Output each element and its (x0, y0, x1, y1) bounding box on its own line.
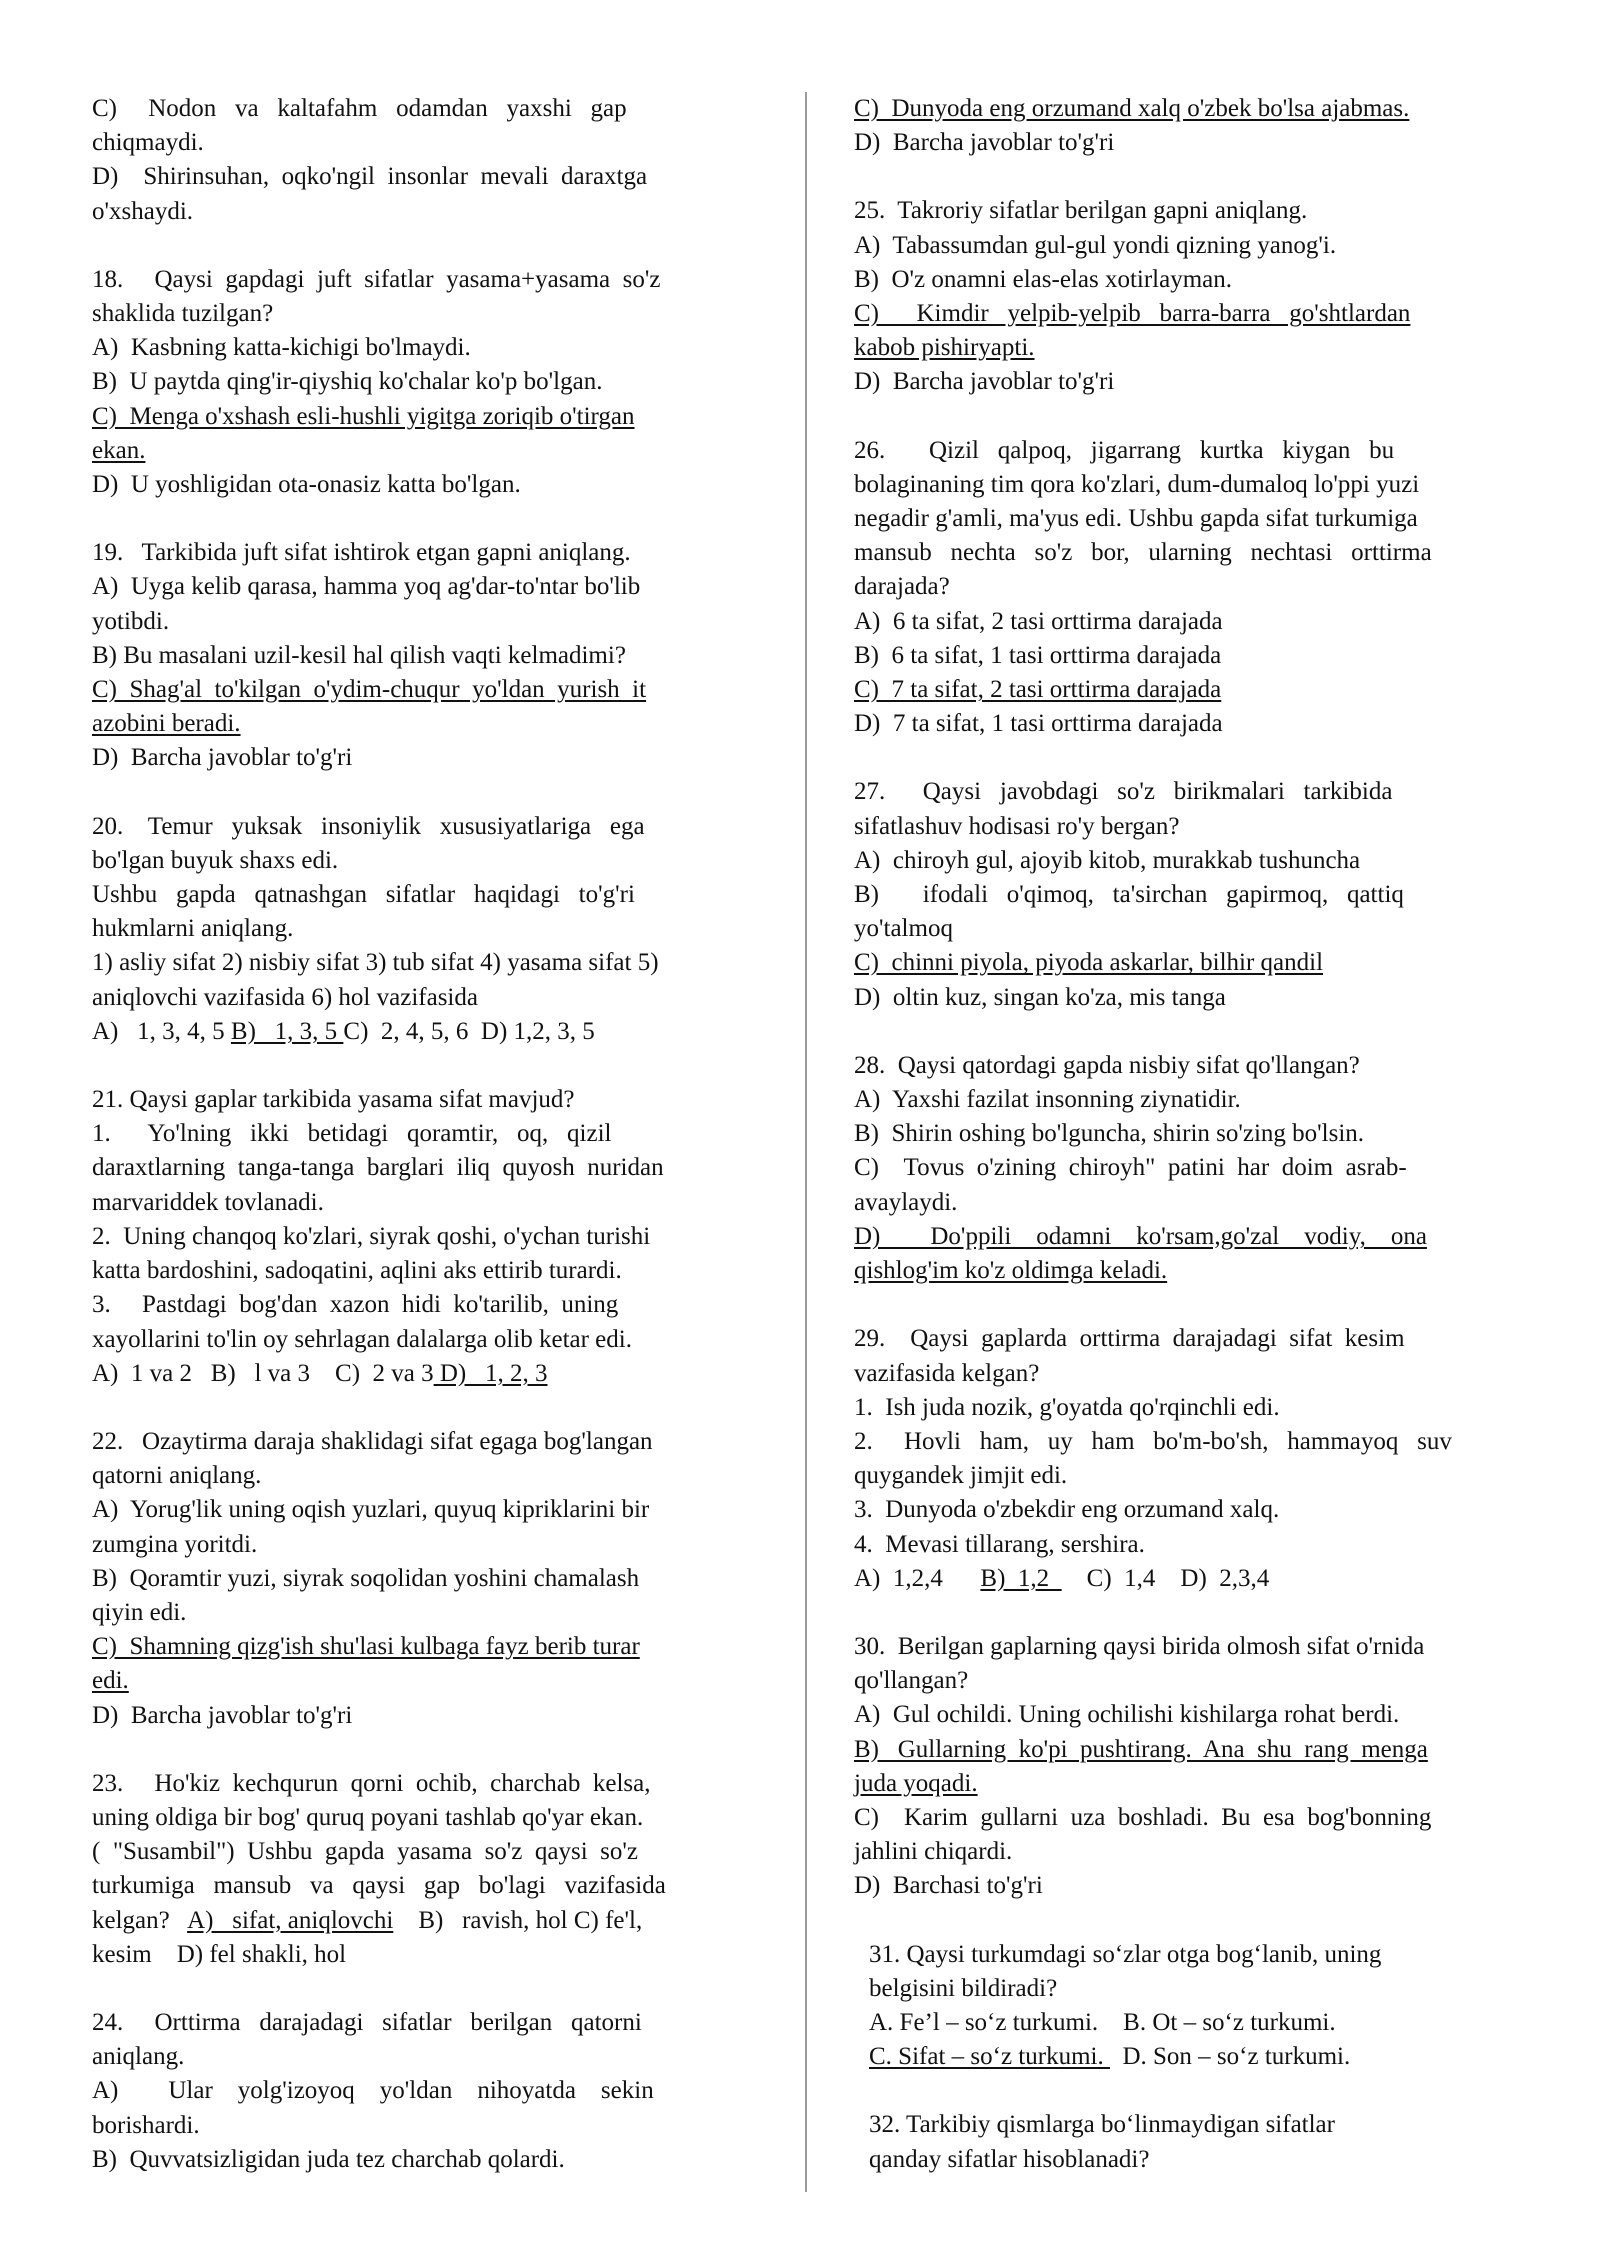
q22-option-b-line2: qiyin edi. (92, 1598, 187, 1626)
q24-question-line2: aniqlang. (92, 2043, 185, 2071)
q20-options-rest: C) 2, 4, 5, 6 D) 1,2, 3, 5 (343, 1017, 595, 1045)
column-divider (805, 92, 807, 2192)
q28-option-a: A) Yaxshi fazilat insonning ziynatidir. (854, 1086, 1241, 1114)
q21-sentence1-line2: daraxtlarning tanga-tanga barglari iliq quyosh nuridan (92, 1154, 664, 1182)
q30-question-line1: 30. Berilgan gaplarning qaysi birida olmosh sifat o'rnida (854, 1632, 1425, 1660)
q29-sentence4: 4. Mevasi tillarang, sershira. (854, 1530, 1145, 1558)
q29-options (854, 1562, 1519, 1596)
q26-question-line5: darajada? (854, 573, 950, 601)
right-column (854, 92, 1519, 2177)
q21-sentence1-line3: marvariddek tovlanadi. (92, 1188, 324, 1216)
q29-question-line2: vazifasida kelgan? (854, 1359, 1040, 1387)
q26-answer-c: C) 7 ta sifat, 2 tasi orttirma darajada (854, 676, 1222, 704)
q29-sentence1: 1. Ish juda nozik, g'oyatda qo'rqinchli edi. (854, 1393, 1280, 1421)
q30-option-c-line1: C) Karim gullarni uza boshladi. Bu esa bog'bonning (854, 1803, 1432, 1831)
q31-question-line1: 31. Qaysi turkumdagi so‘zlar otga bog‘lanib, uning (869, 1940, 1382, 1968)
q23-line2: uning oldiga bir bog' quruq poyani tashlab qo'yar ekan. (92, 1803, 644, 1831)
q20-question-line1: 20. Temur yuksak insoniylik xususiyatlariga ega (92, 812, 645, 840)
q23-answer-a: A) sifat, aniqlovchi (187, 1906, 394, 1934)
q32-question-line2: qanday sifatlar hisoblanadi? (869, 2145, 1150, 2173)
q27-question-line1: 27. Qaysi javobdagi so'z birikmalari tarkibida (854, 778, 1393, 806)
q23-line3: ( "Susambil") Ushbu gapda yasama so'z qaysi so'z (92, 1838, 638, 1866)
q22-question-line1: 22. Ozaytirma daraja shaklidagi sifat egaga bog'langan (92, 1427, 653, 1455)
q28-answer-d-line1: D) Do'ppili odamni ko'rsam,go'zal vodiy, ona (854, 1222, 1427, 1250)
q21-sentence2-line1: 2. Uning chanqoq ko'zlari, siyrak qoshi, o'ychan turishi (92, 1222, 651, 1250)
q22-question-line2: qatorni aniqlang. (92, 1462, 262, 1490)
q26-question-line4: mansub nechta so'z bor, ularning nechtasi orttirma (854, 539, 1432, 567)
q31-option-d: D. Son – so‘z turkumi. (1109, 2043, 1351, 2071)
q18-answer-c-line1: C) Menga o'xshash esli-hushli yigitga zoriqib o'tirgan (92, 402, 635, 430)
q22-option-a-line1: A) Yorug'lik uning oqish yuzlari, quyuq kipriklarini bir (92, 1496, 650, 1524)
q29-option-a: A) 1,2,4 (854, 1564, 981, 1592)
q17-option-d-line1: D) Shirinsuhan, oqko'ngil insonlar mevali daraxtga (92, 163, 648, 191)
q20-question-line2: bo'lgan buyuk shaxs edi. (92, 846, 339, 874)
q22-option-d: D) Barcha javoblar to'g'ri (92, 1701, 353, 1729)
q31-question-line2: belgisini bildiradi? (869, 1974, 1058, 2002)
q31-options-ab: A. Fe’l – so‘z turkumi. B. Ot – so‘z turkumi. (869, 2008, 1336, 2036)
q18-question-line2: shaklida tuzilgan? (92, 300, 274, 328)
q30-option-a: A) Gul ochildi. Uning ochilishi kishilarga rohat berdi. (854, 1701, 1400, 1729)
q17-option-d-line2: o'xshaydi. (92, 197, 194, 225)
q28-option-c-line1: C) Tovus o'zining chiroyh" patini har doim asrab- (854, 1154, 1407, 1182)
q27-option-d: D) oltin kuz, singan ko'za, mis tanga (854, 983, 1226, 1011)
q20-question-line4: hukmlarni aniqlang. (92, 915, 294, 943)
q22-option-b-line1: B) Qoramtir yuzi, siyrak soqolidan yoshini chamalash (92, 1564, 640, 1592)
q28-answer-d-line2: qishlog'im ko'z oldimga keladi. (854, 1257, 1168, 1285)
q20-question-line3: Ushbu gapda qatnashgan sifatlar haqidagi to'g'ri (92, 881, 635, 909)
q26-question-line2: bolaginaning tim qora ko'zlari, dum-dumaloq lo'ppi yuzi (854, 470, 1420, 498)
q29-sentence2-line1: 2. Hovli ham, uy ham bo'm-bo'sh, hammayoq suv (854, 1427, 1452, 1455)
q23-line5-post: B) ravish, hol C) fe'l, (393, 1906, 643, 1934)
q21-sentence1-line1: 1. Yo'lning ikki betidagi qoramtir, oq, qizil (92, 1120, 612, 1148)
q21-question: 21. Qaysi gaplar tarkibida yasama sifat mavjud? (92, 1086, 575, 1114)
q18-question-line1: 18. Qaysi gapdagi juft sifatlar yasama+yasama so'z (92, 265, 661, 293)
q21-sentence3-line2: xayollarini to'lin oy sehrlagan dalalarga olib ketar edi. (92, 1325, 632, 1353)
q27-option-b-line1: B) ifodali o'qimoq, ta'sirchan gapirmoq, qattiq (854, 881, 1404, 909)
q18-option-d: D) U yoshligidan ota-onasiz katta bo'lgan. (92, 471, 521, 499)
q25-answer-c-line1: C) Kimdir yelpib-yelpib barra-barra go'shtlardan (854, 300, 1411, 328)
q20-options (92, 1015, 756, 1049)
q24-option-b: B) Quvvatsizligidan juda tez charchab qolardi. (92, 2145, 565, 2173)
q19-option-d: D) Barcha javoblar to'g'ri (92, 744, 353, 772)
q21-sentence2-line2: katta bardoshini, sadoqatini, aqlini aks ettirib turardi. (92, 1257, 622, 1285)
q28-option-b: B) Shirin oshing bo'lguncha, shirin so'zing bo'lsin. (854, 1120, 1365, 1148)
q28-option-c-line2: avaylaydi. (854, 1188, 958, 1216)
q30-answer-b-line2: juda yoqadi. (854, 1769, 978, 1797)
q31-options-cd (869, 2040, 1519, 2074)
q23-line5 (92, 1904, 756, 1938)
q26-question-line3: negadir g'amli, ma'yus edi. Ushbu gapda sifat turkumiga (854, 505, 1418, 533)
q21-answer-d: D) 1, 2, 3 (433, 1359, 548, 1387)
q26-question-line1: 26. Qizil qalpoq, jigarrang kurtka kiygan bu (854, 436, 1395, 464)
q24-option-d: D) Barcha javoblar to'g'ri (854, 129, 1115, 157)
q19-answer-c-line2: azobini beradi. (92, 710, 241, 738)
q19-answer-c-line1: C) Shag'al to'kilgan o'ydim-chuqur yo'ldan yurish it (92, 676, 647, 704)
q29-sentence3: 3. Dunyoda o'zbekdir eng orzumand xalq. (854, 1496, 1280, 1524)
q24-option-a-line1: A) Ular yolg'izoyoq yo'ldan nihoyatda sekin (92, 2077, 654, 2105)
q21-options-abc: A) 1 va 2 B) l va 3 C) 2 va 3 (92, 1359, 434, 1387)
q27-option-a: A) chiroyh gul, ajoyib kitob, murakkab tushuncha (854, 846, 1361, 874)
q19-option-b: B) Bu masalani uzil-kesil hal qilish vaqti kelmadimi? (92, 641, 626, 669)
q18-answer-c-line2: ekan. (92, 436, 146, 464)
q30-answer-b-line1: B) Gullarning ko'pi pushtirang. Ana shu rang menga (854, 1735, 1428, 1763)
q30-option-c-line2: jahlini chiqardi. (854, 1838, 1013, 1866)
q28-question: 28. Qaysi qatordagi gapda nisbiy sifat qo'llangan? (854, 1051, 1360, 1079)
q24-option-a-line2: borishardi. (92, 2111, 200, 2139)
q20-option-a: A) 1, 3, 4, 5 (92, 1017, 231, 1045)
q26-option-b: B) 6 ta sifat, 1 tasi orttirma darajada (854, 641, 1222, 669)
q25-option-a: A) Tabassumdan gul-gul yondi qizning yanog'i. (854, 231, 1337, 259)
q25-question: 25. Takroriy sifatlar berilgan gapni aniqlang. (854, 197, 1308, 225)
q22-answer-c-line2: edi. (92, 1667, 129, 1695)
q30-option-d: D) Barchasi to'g'ri (854, 1872, 1043, 1900)
q26-option-a: A) 6 ta sifat, 2 tasi orttirma darajada (854, 607, 1223, 635)
q22-answer-c-line1: C) Shamning qizg'ish shu'lasi kulbaga fayz berib turar (92, 1633, 640, 1661)
q30-question-line2: qo'llangan? (854, 1667, 969, 1695)
q21-options (92, 1357, 756, 1391)
q27-answer-c: C) chinni piyola, piyoda askarlar, bilhir qandil (854, 949, 1324, 977)
q19-option-a-line2: yotibdi. (92, 607, 170, 635)
q25-option-d: D) Barcha javoblar to'g'ri (854, 368, 1115, 396)
q23-line5-pre: kelgan? (92, 1906, 188, 1934)
q25-answer-c-line2: kabob pishiryapti. (854, 334, 1035, 362)
q24-question-line1: 24. Orttirma darajadagi sifatlar berilgan qatorni (92, 2008, 642, 2036)
q20-answer-b: B) 1, 3, 5 (230, 1017, 344, 1045)
q29-sentence2-line2: quygandek jimjit edi. (854, 1462, 1068, 1490)
q31-answer-c: C. Sifat – so‘z turkumi. (869, 2043, 1110, 2071)
q23-line6: kesim D) fel shakli, hol (92, 1940, 347, 1968)
q18-option-b: B) U paytda qing'ir-qiyshiq ko'chalar ko'p bo'lgan. (92, 368, 603, 396)
q26-option-d: D) 7 ta sifat, 1 tasi orttirma darajada (854, 710, 1223, 738)
q29-question-line1: 29. Qaysi gaplarda orttirma darajadagi sifat kesim (854, 1325, 1405, 1353)
q18-option-a: A) Kasbning katta-kichigi bo'lmaydi. (92, 334, 471, 362)
q21-sentence3-line1: 3. Pastdagi bog'dan xazon hidi ko'tarilib, uning (92, 1291, 619, 1319)
q20-question-line6: aniqlovchi vazifasida 6) hol vazifasida (92, 983, 478, 1011)
q19-question: 19. Tarkibida juft sifat ishtirok etgan gapni aniqlang. (92, 539, 631, 567)
q23-line4: turkumiga mansub va qaysi gap bo'lagi vazifasida (92, 1872, 666, 1900)
q20-question-line5: 1) asliy sifat 2) nisbiy sifat 3) tub sifat 4) yasama sifat 5) (92, 949, 659, 977)
q32-question-line1: 32. Tarkibiy qismlarga bo‘linmaydigan sifatlar (869, 2111, 1335, 2139)
q29-options-rest: C) 1,4 D) 2,3,4 (1061, 1564, 1270, 1592)
q29-answer-b: B) 1,2 (980, 1564, 1062, 1592)
q27-question-line2: sifatlashuv hodisasi ro'y bergan? (854, 812, 1180, 840)
q19-option-a-line1: A) Uyga kelib qarasa, hamma yoq ag'dar-to'ntar bo'lib (92, 573, 641, 601)
q25-option-b: B) O'z onamni elas-elas xotirlayman. (854, 265, 1233, 293)
q17-option-c-line2: chiqmaydi. (92, 129, 204, 157)
q17-option-c-line1: C) Nodon va kaltafahm odamdan yaxshi gap (92, 95, 627, 122)
q24-answer-c: C) Dunyoda eng orzumand xalq o'zbek bo'lsa ajabmas. (854, 95, 1410, 122)
left-column (92, 92, 756, 2177)
q27-option-b-line2: yo'talmoq (854, 915, 953, 943)
q23-line1: 23. Ho'kiz kechqurun qorni ochib, charchab kelsa, (92, 1769, 651, 1797)
q22-option-a-line2: zumgina yoritdi. (92, 1530, 258, 1558)
